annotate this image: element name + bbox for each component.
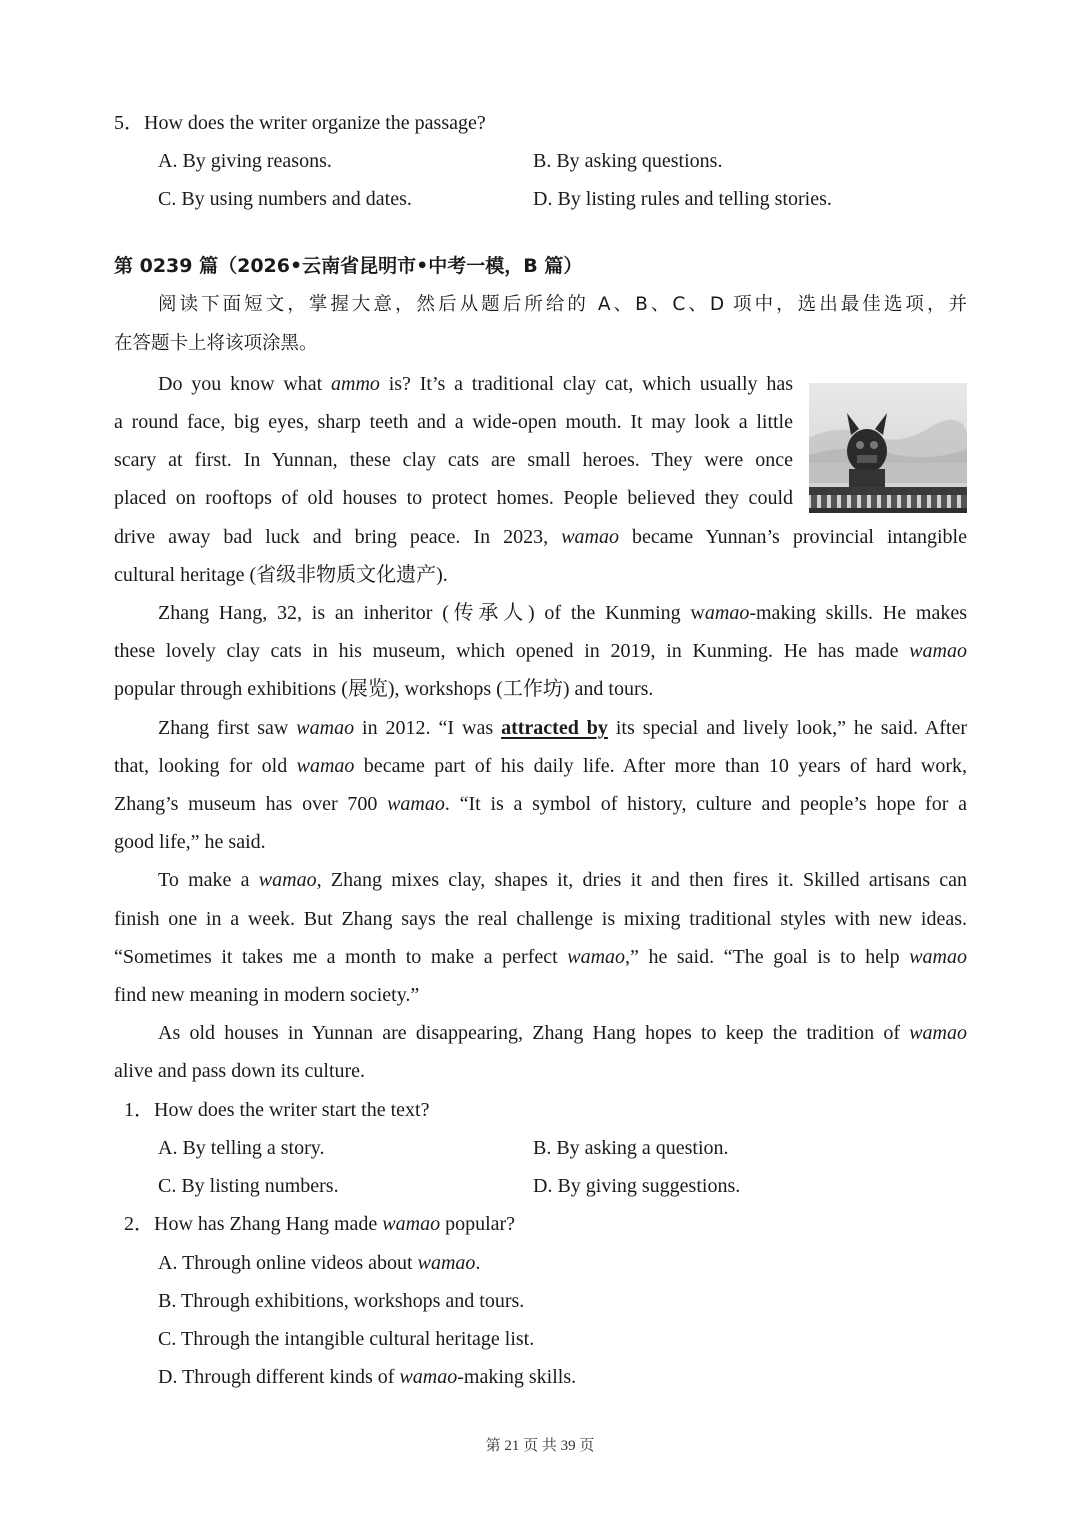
q1-option-d[interactable]: D. By giving suggestions. <box>533 1175 741 1197</box>
prev-option-b: B. By asking questions. <box>533 150 723 172</box>
p4-line-2: finish one in a week. But Zhang says the real challenge is mixing traditional styles with new ideas. <box>114 908 967 930</box>
q1-option-b[interactable]: B. By asking a question. <box>533 1137 729 1159</box>
q1-option-c[interactable]: C. By listing numbers. <box>158 1175 339 1197</box>
p3-line-1: Zhang first saw wamao in 2012. “I was attracted by its special and lively look,” he said. After <box>158 717 968 739</box>
q1-option-a[interactable]: A. By telling a story. <box>158 1137 325 1159</box>
p1-line-5: drive away bad luck and bring peace. In 2023, wamao became Yunnan’s provincial intangible <box>114 526 967 548</box>
p1-line-3: scary at first. In Yunnan, these clay cats are small heroes. They were once <box>114 449 793 471</box>
clay-cat-illustration <box>809 383 967 513</box>
prev-option-d: D. By listing rules and telling stories. <box>533 188 832 210</box>
p2-line-2: these lovely clay cats in his museum, which opened in 2019, in Kunming. He has made wamao <box>114 640 967 662</box>
p5-line-1: As old houses in Yunnan are disappearing, Zhang Hang hopes to keep the tradition of wamao <box>158 1022 967 1044</box>
p1-line-4: placed on rooftops of old houses to protect homes. People believed they could <box>114 487 793 509</box>
clay-cat-photo <box>809 383 967 513</box>
p3-line-2: that, looking for old wamao became part of his daily life. After more than 10 years of hard work, <box>114 755 967 777</box>
q2-option-b[interactable]: B. Through exhibitions, workshops and tours. <box>158 1290 525 1312</box>
q2-option-c[interactable]: C. Through the intangible cultural heritage list. <box>158 1328 535 1350</box>
p1-line-6: cultural heritage (省级非物质文化遗产). <box>114 564 448 586</box>
prev-option-a: A. By giving reasons. <box>158 150 332 172</box>
q1-stem: 1．How does the writer start the text? <box>124 1099 430 1121</box>
prev-question-stem: 5．How does the writer organize the passage? <box>114 112 486 134</box>
section-heading: 第 0239 篇（2026•云南省昆明市•中考一模，B 篇） <box>114 255 583 277</box>
q2-option-a[interactable]: A. Through online videos about wamao. <box>158 1252 481 1274</box>
q2-stem: 2．How has Zhang Hang made wamao popular? <box>124 1213 516 1235</box>
p4-line-1: To make a wamao, Zhang mixes clay, shapes it, dries it and then fires it. Skilled artisans can <box>158 869 968 891</box>
underlined-phrase: attracted by <box>501 717 608 739</box>
prev-option-c: C. By using numbers and dates. <box>158 188 412 210</box>
p3-line-3: Zhang’s museum has over 700 wamao. “It is a symbol of history, culture and people’s hope for a <box>114 793 967 815</box>
p2-line-3: popular through exhibitions (展览), workshops (工作坊) and tours. <box>114 678 654 700</box>
p4-line-4: find new meaning in modern society.” <box>114 984 420 1006</box>
p2-line-1: Zhang Hang, 32, is an inheritor (传承人) of the Kunming wamao-making skills. He makes <box>158 602 967 624</box>
p4-line-3: “Sometimes it takes me a month to make a perfect wamao,” he said. “The goal is to help wamao <box>114 946 967 968</box>
q2-option-d[interactable]: D. Through different kinds of wamao-making skills. <box>158 1366 577 1388</box>
instruction-line-1: 阅读下面短文，掌握大意，然后从题后所给的 A、B、C、D 项中，选出最佳选项，并 <box>158 294 967 315</box>
instruction-line-2: 在答题卡上将该项涂黑。 <box>114 333 318 354</box>
p1-line-1: Do you know what ammo is? It’s a traditional clay cat, which usually has <box>158 373 793 395</box>
p5-line-2: alive and pass down its culture. <box>114 1060 366 1082</box>
page-footer: 第 21 页 共 39 页 <box>485 1438 595 1454</box>
p3-line-4: good life,” he said. <box>114 831 266 853</box>
p1-line-2: a round face, big eyes, sharp teeth and a wide-open mouth. It may look a little <box>114 411 793 433</box>
